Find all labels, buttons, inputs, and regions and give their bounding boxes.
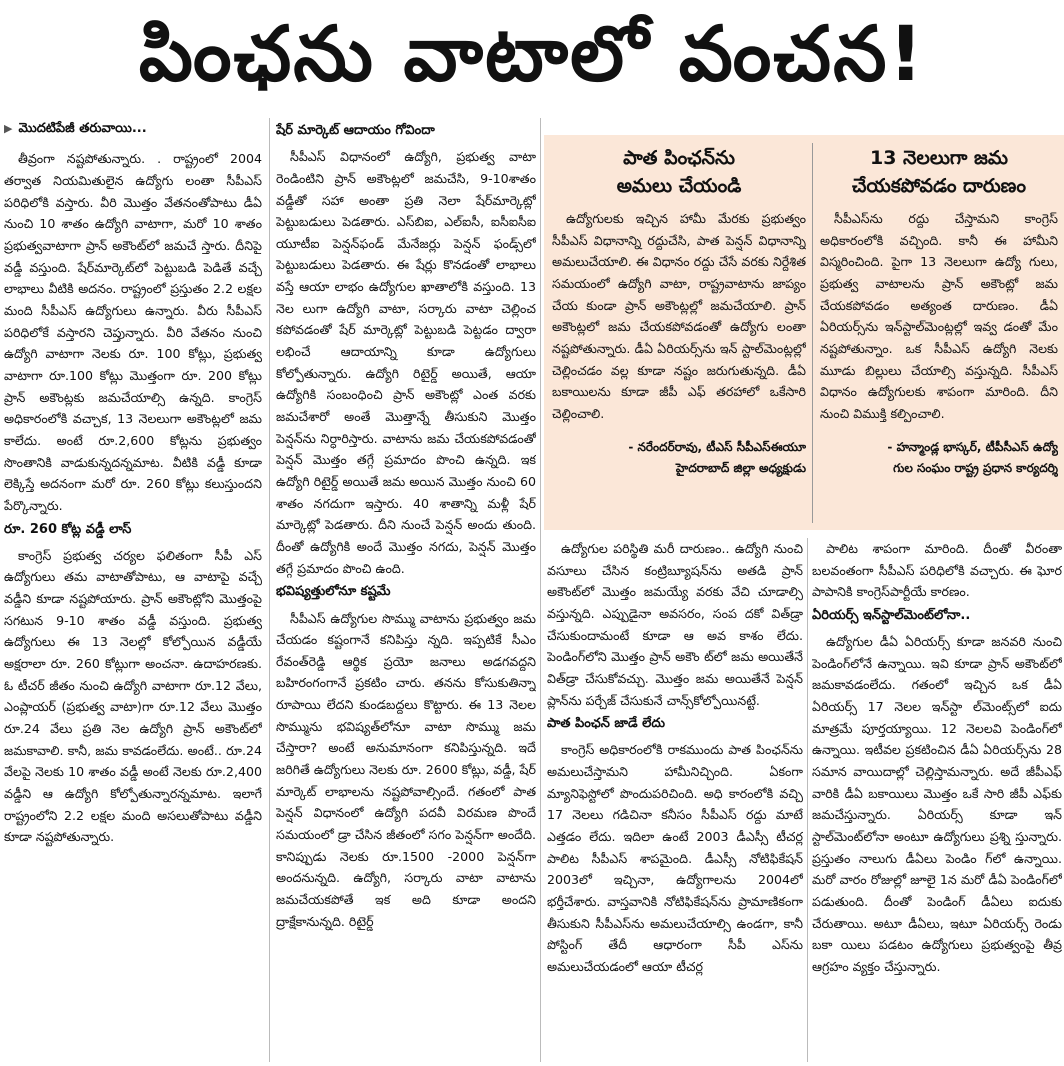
column-1	[4, 118, 262, 1062]
section-heading: షేర్ మార్కెట్ ఆదాయం గోవిందా	[276, 123, 435, 138]
article-paragraph: ఉద్యోగుల పరిస్థితి మరీ దారుణం.. ఉద్యోగి నుంచి వసూలు చేసిన కంట్రిబ్యూషన్‌ను అతడి ప్రాన్ అకౌంట్‌లో మొత్తం జమయ్యే వరకు వేచి చూడాల్సి వస్తున్నది. ఎప్పుడైనా అవసరం, సంప దకో విత్‌డ్రా చేసుకుందామంటే కూడా ఆ అవ కాశం లేదు. పెండింగ్‌లోని మొత్తం ప్రాన్ అకౌం ట్‌లో జమ అయితేనే విత్‌డ్రా చేసుకోవచ్చు. మొత్తం జమ అయితేనే పెన్షన్ ప్లాన్‌ను పర్చేజ్ చేసుకునే చాన్స్‌కోల్పోయినట్టే.	[547, 541, 803, 708]
article-paragraph: పాలిట శాపంగా మారింది. దీంతో వీరంతా బలవంతంగా సీపీఎస్ పరిధిలోకి వచ్చారు. ఈ ఘోర పాపానికి కాంగ్రెస్‌పార్టీయే కారణం.	[812, 541, 1062, 600]
column-2	[276, 118, 536, 1062]
article-paragraph: సీపీఎస్ విధానంలో ఉద్యోగి, ప్రభుత్వ వాటా రెండింటిని ప్రాన్ అకౌంట్లలో జమచేసి, 9-10శాతం వడ్డీతో సహా అంతా ప్రతి నెలా షేర్‌మార్కెట్లో పెట్టుబడులు పెడతారు. ఎస్‌బిఐ, ఎల్ఐసీ, ఐసీఐసీఐ యూటీఐ పెన్షన్‌ఫండ్ మేనేజర్లు పెన్షన్ ఫండ్స్‌లో పెట్టుబడులు పెడతారు. ఈ షేర్లు కొనడంతో లాభాలు వస్తే ఆయా లాభం ఉద్యోగుల ఖాతాలోకి వస్తుంది. 13 నెల లుగా ఉద్యోగి వాటా, సర్కారు వాటా చెల్లించ కపోవడంతో షేర్ మార్కెట్లో పెట్టుబడి పెట్టడం ద్వారా లభించే ఆదాయాన్ని కూడా ఉద్యోగులు కోల్పోతున్నారు. ఉద్యోగి రిటైర్డ్ అయితే, ఆయా ఉద్యోగికి సంబంధించి ప్రాన్ అకౌంట్లో ఎంత వరకు జమచేశారో అంతే మొత్తాన్నే తీసుకుని మొత్తం పెన్షన్‌ను నిర్ధారిస్తారు. వాటాను జమ చేయకపోవడంతో పెన్షన్ మొత్తం తగ్గే ప్రమాదం పొంచి ఉన్నది. ఇక ఉద్యోగి రిటైర్డ్ అయితే జమ అయిన మొత్తం నుంచి 60 శాతం నగదుగా ఇస్తారు. 40 శాతాన్ని మళ్లీ షేర్ మార్కెట్లో పెడతారు. దీని నుంచే పెన్షన్ అందు తుంది. దీంతో ఉద్యోగికి అందే మొత్తం నగదు, పెన్షన్ మొత్తం తగ్గే ప్రమాదం పొంచి ఉంది.	[276, 149, 536, 576]
column-3	[547, 538, 803, 1062]
quote-title-line: చేయకపోవడం దారుణం	[851, 174, 1026, 197]
column-4	[812, 538, 1062, 1062]
quote-title-line: అమలు చేయండి	[616, 174, 742, 197]
signature-line: గుల సంఘం రాష్ట్ర ప్రధాన కార్యదర్శి	[893, 461, 1058, 476]
kicker-label: మొదటిపేజీ తరువాయి...	[18, 121, 147, 136]
quote-body: సీపీఎస్‌ను రద్దు చేస్తామని కాంగ్రెస్ అధికారంలోకి వచ్చింది. కానీ ఈ హామీని విస్మరించింది. పైగా 13 నెలలుగా ఉద్యో గులు, ప్రభుత్వ వాటాలను ప్రాన్ అకౌంట్లో జమ చేయకపోవడం అత్యంత దారుణం. డీఏ ఏరియర్స్‌ను ఇన్‌స్టాల్‌మెంట్లల్లో ఇవ్వ డంతో మేం నష్టపోతున్నాం. ఒక సీపీఎస్ ఉద్యోగి నెలకు మూడు బిల్లులు చేయాల్సి వస్తున్నది. సీపీఎస్ విధానం ఉద్యోగులకు శాపంగా మారింది. దీని నుంచి విముక్తి కల్పించాలి.	[820, 211, 1058, 421]
quote-title	[552, 145, 806, 200]
quote-left	[552, 135, 806, 530]
chevron-right-icon: ▶	[4, 121, 13, 135]
article-paragraph: ఉద్యోగుల డీఏ ఏరియర్స్ కూడా జనవరి నుంచి పెండింగ్‌లోనే ఉన్నాయి. ఇవి కూడా ప్రాన్ అకౌంట్‌లో జమకావడంలేదు. గతంలో ఇచ్చిన ఒక డీఏ ఏరియర్స్ 17 నెలల ఇన్‌స్టా ల్‌మెంట్స్‌లో ఐదు మాత్రమే పూర్తయ్యాయి. 12 నెలలవి పెండింగ్‌లో ఉన్నాయి. ఇటీవల ప్రకటించిన డీఏ ఏరియర్స్‌ను 28 సమాన వాయిదాల్లో చెల్లిస్తామన్నారు. అదే జీపీఎఫ్ వారికి డీఏ బకాయిలు మొత్తం ఒకే సారి జీపీ ఎఫ్‌కు జమచేస్తున్నారు. ఏరియర్స్ కూడా ఇన్ స్టాల్‌మెంట్‌లోనా అంటూ ఉద్యోగులు ప్రశ్ని స్తున్నారు. ప్రస్తుతం నాలుగు డీఏలు పెండిం గ్‌లో ఉన్నాయి. మరో వారం రోజుల్లో జూలై 1న మరో డీఏ పెండింగ్‌లో పడుతుంది. దీంతో పెండింగ్ డీఏలు ఐదుకు చేరుతాయి. అటూ డీఏలు, ఇటూ ఏరియర్స్ రెండు బకా యిలు పడటం ఉద్యోగులు ప్రభుత్వంపై తీవ్ర ఆగ్రహం వ్యక్తం చేస్తున్నారు.	[812, 634, 1062, 974]
quotes-box	[544, 135, 1064, 530]
column-divider	[269, 118, 270, 1062]
quote-right	[820, 135, 1058, 530]
quote-signature	[552, 437, 806, 480]
signature-line: - నరేందర్‌రావు, టీఎస్ సీపీఎస్ఈయూ	[628, 439, 806, 454]
signature-line: హైదరాబాద్ జిల్లా అధ్యక్షుడు	[675, 461, 806, 476]
article-paragraph: సీపీఎస్ ఉద్యోగుల సొమ్ము వాటాను ప్రభుత్వం జమ చేయడం కష్టంగానే కనిపిస్తు న్నది. ఇప్పటికే సీఎం రేవంత్‌రెడ్డి ఆర్థిక ప్రయో జనాలు అడగవద్దని బహిరంగంగానే ప్రకటిం చారు. తనను కోసుకుతిన్నా రూపాయి లేదని కుండబద్దలు కొట్టారు. ఈ 13 నెలల సొమ్మును భవిష్యత్‌లోనూ వాటా సొమ్ము జమ చేస్తారా? అంటే అనుమానంగా కనిపిస్తున్నది. ఇదే జరిగితే ఉద్యోగులు నెలకు రూ. 2600 కోట్లు, వడ్డీ, షేర్ మార్కెట్ లాభాలను నష్టపోవాల్సిందే. గతంలో పాత పెన్షన్ విధానంలో ఉద్యోగి పదవీ విరమణ పొందే సమయంలో డ్రా చేసిన జీతంలో సగం పెన్షన్‌గా అందేది. కానిప్పుడు నెలకు రూ.1500 -2000 పెన్షన్‌గా అందనున్నది. ఉద్యోగి, సర్కారు వాటా వాటాను జమచేయకపోతే ఇక అది కూడా అందని ద్రాక్షేకానున్నది. రిటైర్డ్	[276, 610, 536, 929]
quote-title	[820, 145, 1058, 200]
quote-title-line: పాత పింఛన్‌ను	[623, 147, 735, 169]
section-heading: భవిష్యత్తులోనూ కష్టమే	[276, 584, 391, 600]
quote-signature	[820, 437, 1058, 480]
article-paragraph: కాంగ్రెస్ అధికారంలోకి రాకముందు పాత పింఛన్‌ను అమలుచేస్తామని హామీనిచ్చింది. ఏకంగా మ్యానిఫెస్టోలో పొందుపరిచింది. అధి కారంలోకి వచ్చి 17 నెలలు గడిచినా కనీసం సీపీఎస్ రద్దు మాటే ఎత్తడం లేదు. ఇదిలా ఉంటే 2003 డీఎస్సీ టీచర్ల పాలిట సీపీఎస్ శాపమైంది. డీఎస్సీ నోటిఫికేషన్ 2003లో ఇచ్చినా, ఉద్యోగాలను 2004లో భర్తీచేశారు. వాస్తవానికి నోటిఫికేషన్‌ను ప్రామాణికంగా తీసుకుని సీపీఎస్‌ను అమలుచేయాల్సి ఉండగా, కానీ పోస్టింగ్ తేదీ ఆధారంగా సీపీ ఎస్‌ను అమలుచేయడంలో ఆయా టీచర్ల	[547, 742, 803, 974]
quote-body: ఉద్యోగులకు ఇచ్చిన హామీ మేరకు ప్రభుత్వం సీపీఎస్ విధానాన్ని రద్దుచేసి, పాత పెన్షన్ విధానాన్ని అమలుచేయాలి. ఈ విధానం రద్దు చేసే వరకు నిర్దేశిత సమయంలో ఉద్యోగి వాటా, రాష్ట్రవాటాను జాప్యం చేయ కుండా ప్రాన్ అకౌంట్లల్లో జమచేయాలి. ప్రాన్ అకౌంట్లలో జమ చేయకపోవడంతో ఉద్యోగు లంతా నష్టపోతున్నారు. డీఏ ఏరియర్స్‌ను ఇన్ స్టాల్‌మెంట్లల్లో చెల్లించడం వల్ల కూడా నష్టం జరుగుతున్నది. డీఏ బకాయిలను కూడా జీపీ ఎఫ్ తరహాలో ఒకేసారి చెల్లించాలి.	[552, 211, 806, 421]
box-divider	[812, 143, 813, 523]
section-heading: పాత పింఛన్ జాడే లేదు	[547, 716, 666, 732]
article-paragraph: కాంగ్రెస్ ప్రభుత్వ చర్యల ఫలితంగా సీపీ ఎస్ ఉద్యోగులు తమ వాటాతోపాటు, ఆ వాటాపై వచ్చే వడ్డీని కూడా నష్టపోయారు. ప్రాన్ అకౌంట్లోని మొత్తంపై సగటున 9-10 శాతం వడ్డీ వస్తుంది. ప్రభుత్వ ఉద్యోగులు ఈ 13 నెలల్లో కోల్పోయిన వడ్డీయే అక్షరాలా రూ. 260 కోట్లుగా అంచనా. ఉదాహరణకు. ఓ టీచర్ జీతం నుంచి ఉద్యోగి వాటాగా రూ.12 వేలు, ఎంప్లాయర్ (ప్రభుత్వ వాటా)గా రూ.12 వేలు మొత్తం రూ.24 వేలు ప్రతి నెల ఉద్యోగి ప్రాన్ అకౌంట్‌లో జమకావాలి. కానీ, జమ కావడంలేదు. అంటే.. రూ.24 వేలపై నెలకు 10 శాతం వడ్డీ అంటే నెలకు రూ.2,400 వడ్డీని ఆ ఉద్యోగి కోల్పోతున్నారన్నమాట. ఇలాగే రాష్ట్రంలోని 2.2 లక్షల మంది అసలుతోపాటు వడ్డీని కూడా నష్టపోతున్నారు.	[4, 547, 262, 845]
section-heading: ఏరియర్స్ ఇన్‌స్టాల్‌మెంట్‌లోనా..	[812, 607, 971, 623]
article-paragraph: తీవ్రంగా నష్టపోతున్నారు. . రాష్ట్రంలో 2004 తర్వాత నియమితులైన ఉద్యోగు లంతా సీపీఎస్ పరిధిలోకి వస్తారు. వీరి మొత్తం వేతనంతోపాటు డీఏ నుంచి 10 శాతం ఉద్యోగి వాటాగా, మరో 10 శాతం ప్రభుత్వవాటాగా ప్రాన్ అకౌంట్‌లో జమచే స్తారు. దీనిపై వడ్డీ వస్తుంది. షేర్‌మార్కెట్‌లో పెట్టుబడి పెడితే వచ్చే లాభాలు వీటికి అదనం. రాష్ట్రంలో ప్రస్తుతం 2.2 లక్షల మంది సీపీఎస్ ఉద్యోగులు ఉన్నారు. వీరు సీపీఎస్ పరిధిలోకే వస్తారని చెప్తున్నారు. వీరి వేతనం నుంచి ఉద్యోగి వాటాగా నెలకు రూ. 100 కోట్లు, ప్రభుత్వ వాటాగా రూ.100 కోట్లు మొత్తంగా రూ. 200 కోట్లు ప్రాన్ అకౌంట్లకు జమచేయాల్సి ఉన్నది. కాంగ్రెస్ అధికారంలోకి వచ్చాక, 13 నెలలుగా అకౌంట్లలో జమ కాలేదు. అంటే రూ.2,600 కోట్లను ప్రభుత్వం సొంతానికి వాడుకున్నదన్నమాట. వీటికి వడ్డీ కూడా లెక్కిస్తే అదనంగా మరో రూ. 260 కోట్లు కలుస్తుందని పేర్కొన్నారు.	[4, 151, 262, 513]
column-divider	[807, 538, 808, 1062]
signature-line: - హన్మాండ్ల భాస్కర్, టీపీసీఎస్ ఉద్యో	[887, 439, 1058, 454]
section-heading: రూ. 260 కోట్ల వడ్డీ లాస్	[4, 521, 132, 537]
continued-kicker	[4, 118, 262, 140]
headline: పింఛను వాటాలో వంచన!	[138, 9, 926, 98]
quote-title-line: 13 నెలలుగా జమ	[869, 147, 1008, 169]
column-divider	[540, 118, 541, 1062]
